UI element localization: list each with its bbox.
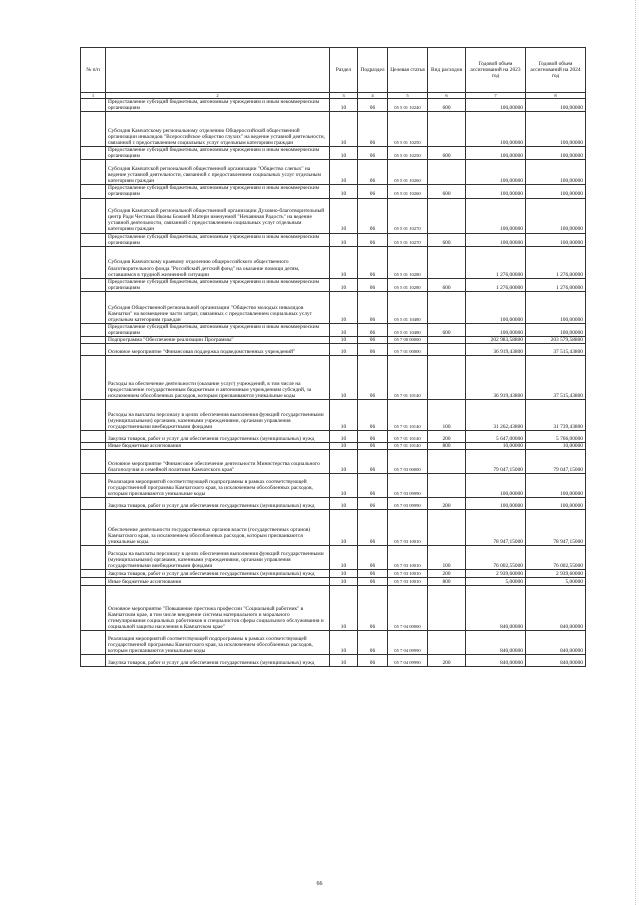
row-razdel: 10 [330, 112, 358, 147]
table-row [81, 450, 586, 474]
row-number [81, 291, 106, 323]
row-volume-2023: 100,00000 [466, 233, 526, 246]
row-volume-2023: 100,00000 [466, 474, 526, 498]
row-volume-2024: 78 947,15000 [526, 510, 586, 546]
header-volume-2024: Годовой объем ассигнований на 2024 год [526, 48, 586, 93]
row-name: Закупка товаров, работ и услуг для обеспечения государственных (муниципальных) нужд [106, 655, 330, 667]
row-podrazdel: 06 [358, 443, 388, 450]
row-razdel: 10 [330, 631, 358, 655]
row-number [81, 323, 106, 336]
row-expense-type [428, 510, 466, 546]
row-name: Реализация мероприятий соответствующей подпрограммы в рамках соответствующей государственной программы Камчатского края, за исключением обособленных расходов, которым присваиваются уникальные коды [106, 474, 330, 498]
row-podrazdel: 06 [358, 570, 388, 578]
row-volume-2023: 5 647,00000 [466, 431, 526, 443]
row-volume-2024: 100,00000 [526, 185, 586, 198]
row-volume-2023: 10,00000 [466, 443, 526, 450]
row-podrazdel: 06 [358, 510, 388, 546]
table-row [81, 323, 586, 336]
table-header-row [81, 48, 586, 93]
row-target-article: 05 5 01 10260 [388, 160, 428, 185]
row-volume-2023: 2 939,60000 [466, 570, 526, 578]
row-expense-type: 800 [428, 578, 466, 586]
row-podrazdel: 06 [358, 431, 388, 443]
row-volume-2024: 840,00000 [526, 631, 586, 655]
row-razdel: 10 [330, 586, 358, 631]
col-number: 3 [330, 93, 358, 99]
row-volume-2024: 100,00000 [526, 99, 586, 112]
row-razdel: 10 [330, 498, 358, 510]
row-volume-2024: 100,00000 [526, 498, 586, 510]
row-target-article: 05 7 03 09990 [388, 498, 428, 510]
table-row [81, 570, 586, 578]
table-row [81, 160, 586, 185]
row-target-article: 05 7 03 09990 [388, 474, 428, 498]
table-row [81, 337, 586, 344]
row-expense-type: 200 [428, 498, 466, 510]
row-razdel: 10 [330, 337, 358, 344]
row-target-article: 05 7 01 00000 [388, 344, 428, 356]
row-razdel: 10 [330, 578, 358, 586]
row-volume-2023: 36 919,43800 [466, 356, 526, 400]
row-volume-2023: 100,00000 [466, 291, 526, 323]
row-volume-2023: 840,00000 [466, 586, 526, 631]
row-razdel: 10 [330, 233, 358, 246]
row-number [81, 631, 106, 655]
row-expense-type [428, 337, 466, 344]
table-row [81, 631, 586, 655]
row-name: Предоставление субсидий бюджетным, автономным учреждениям и иным некоммерческим организациям [106, 99, 330, 112]
row-volume-2023: 76 002,55000 [466, 546, 526, 570]
row-expense-type: 100 [428, 400, 466, 431]
row-expense-type [428, 160, 466, 185]
table-row [81, 112, 586, 147]
row-volume-2024: 1 276,00000 [526, 278, 586, 291]
row-number [81, 356, 106, 400]
row-razdel: 10 [330, 160, 358, 185]
header-target-article: Целевая статья [388, 48, 428, 93]
row-razdel: 10 [330, 356, 358, 400]
row-podrazdel: 06 [358, 147, 388, 160]
row-expense-type [428, 631, 466, 655]
row-target-article: 05 7 04 09990 [388, 631, 428, 655]
row-number [81, 655, 106, 667]
row-target-article: 05 7 01 10140 [388, 443, 428, 450]
table-row [81, 356, 586, 400]
row-podrazdel: 06 [358, 655, 388, 667]
row-number [81, 344, 106, 356]
row-volume-2023: 1 276,00000 [466, 278, 526, 291]
row-volume-2023: 100,00000 [466, 147, 526, 160]
table-row [81, 291, 586, 323]
row-name: Закупка товаров, работ и услуг для обеспечения государственных (муниципальных) нужд [106, 570, 330, 578]
row-volume-2024: 840,00000 [526, 586, 586, 631]
row-name: Иные бюджетные ассигнования [106, 443, 330, 450]
row-target-article: 05 5 01 10480 [388, 323, 428, 336]
row-number [81, 474, 106, 498]
row-podrazdel: 06 [358, 323, 388, 336]
row-volume-2023: 100,00000 [466, 498, 526, 510]
row-name: Предоставление субсидий бюджетным, автономным учреждениям и иным некоммерческим организациям [106, 233, 330, 246]
row-podrazdel: 06 [358, 246, 388, 278]
row-razdel: 10 [330, 147, 358, 160]
row-name: Закупка товаров, работ и услуг для обеспечения государственных (муниципальных) нужд [106, 431, 330, 443]
row-number [81, 185, 106, 198]
row-expense-type: 600 [428, 233, 466, 246]
col-number: 4 [358, 93, 388, 99]
row-volume-2023: 840,00000 [466, 655, 526, 667]
row-razdel: 10 [330, 185, 358, 198]
header-num: № п/п [81, 48, 106, 93]
row-expense-type: 600 [428, 323, 466, 336]
row-number [81, 578, 106, 586]
col-number: 1 [81, 93, 106, 99]
table-row [81, 147, 586, 160]
row-volume-2024: 76 002,55000 [526, 546, 586, 570]
col-number: 5 [388, 93, 428, 99]
row-expense-type [428, 291, 466, 323]
row-name: Предоставление субсидий бюджетным, автономным учреждениям и иным некоммерческим организациям [106, 278, 330, 291]
row-name: Предоставление субсидий бюджетным, автономным учреждениям и иным некоммерческим организациям [106, 185, 330, 198]
table-row [81, 586, 586, 631]
row-number [81, 450, 106, 474]
row-podrazdel: 06 [358, 99, 388, 112]
row-name: Основное мероприятие "Повышение престижа профессии "Социальный работник" в Камчатском крае, в том числе внедрение системы материального и морального стимулирования социальных работников и специалистов сферы социального обслуживания и социальной защиты населения в Камчатском крае" [106, 586, 330, 631]
row-volume-2024: 100,00000 [526, 160, 586, 185]
row-volume-2023: 100,00000 [466, 160, 526, 185]
row-expense-type [428, 450, 466, 474]
row-target-article: 05 7 01 10140 [388, 356, 428, 400]
row-target-article: 05 5 01 10240 [388, 99, 428, 112]
row-target-article: 05 7 04 00000 [388, 586, 428, 631]
row-name: Основное мероприятие "Финансовое обеспечение деятельности Министерства социального благополучия и семейной политики Камчатского края" [106, 450, 330, 474]
row-podrazdel: 06 [358, 631, 388, 655]
row-name: Иные бюджетные ассигнования [106, 578, 330, 586]
row-podrazdel: 06 [358, 112, 388, 147]
row-number [81, 431, 106, 443]
row-target-article: 05 5 01 10280 [388, 246, 428, 278]
row-podrazdel: 06 [358, 337, 388, 344]
row-number [81, 198, 106, 233]
row-volume-2024: 203 579,58800 [526, 337, 586, 344]
table-row [81, 246, 586, 278]
table-row [81, 474, 586, 498]
row-volume-2024: 100,00000 [526, 112, 586, 147]
row-expense-type [428, 112, 466, 147]
row-name: Расходы на выплаты персоналу в целях обеспечения выполнения функций государственными (муниципальными) органами, казенными учреждениями, органами управления государственными внебюджетными фондами [106, 400, 330, 431]
row-podrazdel: 06 [358, 344, 388, 356]
row-target-article: 05 5 01 10250 [388, 112, 428, 147]
row-podrazdel: 06 [358, 198, 388, 233]
row-target-article: 05 7 00 00000 [388, 337, 428, 344]
table-row [81, 510, 586, 546]
table-row [81, 443, 586, 450]
row-expense-type [428, 246, 466, 278]
row-number [81, 147, 106, 160]
row-volume-2024: 5 766,00000 [526, 431, 586, 443]
row-razdel: 10 [330, 278, 358, 291]
row-name: Субсидия Камчатскому краевому отделению общероссийского общественного благотворительного фонда "Российский детский фонд" на оказание помощи детям, оставшимся в трудной жизненной ситуации [106, 246, 330, 278]
row-number [81, 246, 106, 278]
row-name: Предоставление субсидий бюджетным, автономным учреждениям и иным некоммерческим организациям [106, 147, 330, 160]
row-podrazdel: 06 [358, 498, 388, 510]
scan-edge [635, 0, 636, 905]
row-target-article: 05 7 01 10140 [388, 431, 428, 443]
row-volume-2024: 79 047,15000 [526, 450, 586, 474]
row-expense-type: 600 [428, 185, 466, 198]
row-name: Закупка товаров, работ и услуг для обеспечения государственных (муниципальных) нужд [106, 498, 330, 510]
row-razdel: 10 [330, 246, 358, 278]
row-volume-2023: 79 047,15000 [466, 450, 526, 474]
row-podrazdel: 06 [358, 160, 388, 185]
row-razdel: 10 [330, 431, 358, 443]
row-name: Обеспечение деятельности государственных органов власти (государственных органов) Камчатского края, за исключением обособленных расходов, которым присваиваются уникальные коды. [106, 510, 330, 546]
row-volume-2023: 78 947,15000 [466, 510, 526, 546]
row-number [81, 112, 106, 147]
row-expense-type [428, 586, 466, 631]
row-volume-2024: 1 276,00000 [526, 246, 586, 278]
table-row [81, 185, 586, 198]
row-expense-type: 200 [428, 431, 466, 443]
header-razdel: Раздел [330, 48, 358, 93]
row-expense-type [428, 198, 466, 233]
row-volume-2024: 100,00000 [526, 233, 586, 246]
row-razdel: 10 [330, 99, 358, 112]
row-razdel: 10 [330, 198, 358, 233]
row-target-article: 05 7 01 10140 [388, 400, 428, 431]
row-target-article: 05 7 03 10010 [388, 578, 428, 586]
col-number: 7 [466, 93, 526, 99]
row-name: Предоставление субсидий бюджетным, автономным учреждениям и иным некоммерческим организациям [106, 323, 330, 336]
row-expense-type: 100 [428, 546, 466, 570]
row-name: Субсидия Камчатскому региональному отделению Общероссийской общественной организации инвалидов "Всероссийское общество глухих" на ведение уставной деятельности, связанной с предоставлением социальных услуг отдельным категориям граждан [106, 112, 330, 147]
row-expense-type [428, 474, 466, 498]
row-expense-type: 200 [428, 570, 466, 578]
row-name: Субсидия Общественной региональной организации "Общество молодых инвалидов Камчатки" на возмещение части затрат, связанных с предоставлением социальных услуг отдельным категориям граждан [106, 291, 330, 323]
row-name: Субсидия Камчатской региональной общественной организации "Общество слепых" на ведение уставной деятельности, связанной с предоставлением социальных услуг отдельным категориям граждан [106, 160, 330, 185]
row-volume-2023: 100,00000 [466, 198, 526, 233]
row-target-article: 05 5 01 10270 [388, 198, 428, 233]
row-volume-2024: 2 939,60000 [526, 570, 586, 578]
row-volume-2023: 840,00000 [466, 631, 526, 655]
row-podrazdel: 06 [358, 474, 388, 498]
table-row [81, 655, 586, 667]
row-number [81, 337, 106, 344]
header-expense-type: Вид расходов [428, 48, 466, 93]
row-target-article: 05 7 03 10010 [388, 570, 428, 578]
row-volume-2023: 1 276,00000 [466, 246, 526, 278]
row-razdel: 10 [330, 546, 358, 570]
row-number [81, 99, 106, 112]
row-podrazdel: 06 [358, 278, 388, 291]
table-row [81, 198, 586, 233]
table-row [81, 344, 586, 356]
row-expense-type: 600 [428, 147, 466, 160]
row-volume-2024: 100,00000 [526, 147, 586, 160]
row-razdel: 10 [330, 291, 358, 323]
row-volume-2024: 100,00000 [526, 323, 586, 336]
row-razdel: 10 [330, 400, 358, 431]
row-number [81, 510, 106, 546]
row-podrazdel: 06 [358, 586, 388, 631]
row-razdel: 10 [330, 510, 358, 546]
row-podrazdel: 06 [358, 400, 388, 431]
row-volume-2023: 5,00000 [466, 578, 526, 586]
row-expense-type [428, 344, 466, 356]
row-razdel: 10 [330, 443, 358, 450]
row-volume-2023: 31 262,43800 [466, 400, 526, 431]
row-volume-2024: 100,00000 [526, 474, 586, 498]
table-row [81, 546, 586, 570]
row-number [81, 233, 106, 246]
row-number [81, 278, 106, 291]
row-number [81, 570, 106, 578]
header-podrazdel: Подраздел [358, 48, 388, 93]
row-volume-2023: 202 983,58800 [466, 337, 526, 344]
row-podrazdel: 06 [358, 578, 388, 586]
table-row [81, 578, 586, 586]
table-row [81, 233, 586, 246]
row-name: Расходы на выплаты персоналу в целях обеспечения выполнения функций государственными (муниципальными) органами, казенными учреждениями, органами управления государственными внебюджетными фондами [106, 546, 330, 570]
row-razdel: 10 [330, 323, 358, 336]
row-name: Расходы на обеспечение деятельности (оказание услуг) учреждений, в том числе на предоставление государственным бюджетным и автономным учреждениям субсидий, за исключением обособленных расходов, которым присваиваются уникальные коды [106, 356, 330, 400]
row-name: Подпрограмма "Обеспечение реализации Программы" [106, 337, 330, 344]
budget-table [80, 47, 586, 667]
table-row [81, 278, 586, 291]
row-target-article: 05 5 01 10250 [388, 147, 428, 160]
row-name: Субсидия Камчатской региональной общественной организации Духовно-благотворительный центр Ради Честныя Иконы Божией Матери именуемой "Нечаянная Радость" на ведение уставной деятельности, связанной с предоставлением социальных услуг отдельным категориям граждан [106, 198, 330, 233]
page-number: 66 [316, 881, 323, 887]
header-name [106, 48, 330, 93]
row-target-article: 05 7 03 00000 [388, 450, 428, 474]
row-target-article: 05 5 01 10270 [388, 233, 428, 246]
row-number [81, 160, 106, 185]
row-volume-2024: 37 515,43800 [526, 356, 586, 400]
row-expense-type: 800 [428, 443, 466, 450]
table-row [81, 400, 586, 431]
row-podrazdel: 06 [358, 546, 388, 570]
row-target-article: 05 7 04 09990 [388, 655, 428, 667]
row-podrazdel: 06 [358, 185, 388, 198]
col-number: 8 [526, 93, 586, 99]
row-expense-type [428, 356, 466, 400]
table-row [81, 498, 586, 510]
row-podrazdel: 06 [358, 450, 388, 474]
row-target-article: 05 5 01 10480 [388, 291, 428, 323]
row-podrazdel: 06 [358, 356, 388, 400]
row-podrazdel: 06 [358, 291, 388, 323]
row-volume-2024: 10,00000 [526, 443, 586, 450]
row-number [81, 400, 106, 431]
row-volume-2024: 100,00000 [526, 291, 586, 323]
row-number [81, 586, 106, 631]
row-volume-2024: 31 739,43800 [526, 400, 586, 431]
header-volume-2023: Годовой объем ассигнований на 2023 год [466, 48, 526, 93]
row-volume-2023: 100,00000 [466, 112, 526, 147]
row-expense-type: 600 [428, 278, 466, 291]
row-volume-2023: 100,00000 [466, 323, 526, 336]
row-target-article: 05 7 03 10010 [388, 510, 428, 546]
row-name: Основное мероприятие "Финансовая поддержка подведомственных учреждений" [106, 344, 330, 356]
row-number [81, 546, 106, 570]
row-expense-type: 600 [428, 99, 466, 112]
row-expense-type: 200 [428, 655, 466, 667]
row-podrazdel: 06 [358, 233, 388, 246]
row-volume-2023: 100,00000 [466, 99, 526, 112]
row-volume-2024: 5,00000 [526, 578, 586, 586]
row-volume-2024: 100,00000 [526, 198, 586, 233]
row-target-article: 05 7 03 10010 [388, 546, 428, 570]
row-volume-2023: 100,00000 [466, 185, 526, 198]
col-number: 6 [428, 93, 466, 99]
table-row [81, 431, 586, 443]
row-razdel: 10 [330, 655, 358, 667]
row-volume-2023: 36 919,43800 [466, 344, 526, 356]
row-number [81, 498, 106, 510]
row-volume-2024: 37 515,43800 [526, 344, 586, 356]
col-number: 2 [106, 93, 330, 99]
row-razdel: 10 [330, 344, 358, 356]
row-razdel: 10 [330, 570, 358, 578]
row-number [81, 443, 106, 450]
row-volume-2024: 840,00000 [526, 655, 586, 667]
row-razdel: 10 [330, 474, 358, 498]
row-target-article: 05 5 01 10280 [388, 278, 428, 291]
table-row [81, 99, 586, 112]
row-razdel: 10 [330, 450, 358, 474]
row-target-article: 05 5 01 10260 [388, 185, 428, 198]
row-name: Реализация мероприятий соответствующей подпрограммы в рамках соответствующей государственной программы Камчатского края, за исключением обособленных расходов, которым присваиваются уникальные коды [106, 631, 330, 655]
